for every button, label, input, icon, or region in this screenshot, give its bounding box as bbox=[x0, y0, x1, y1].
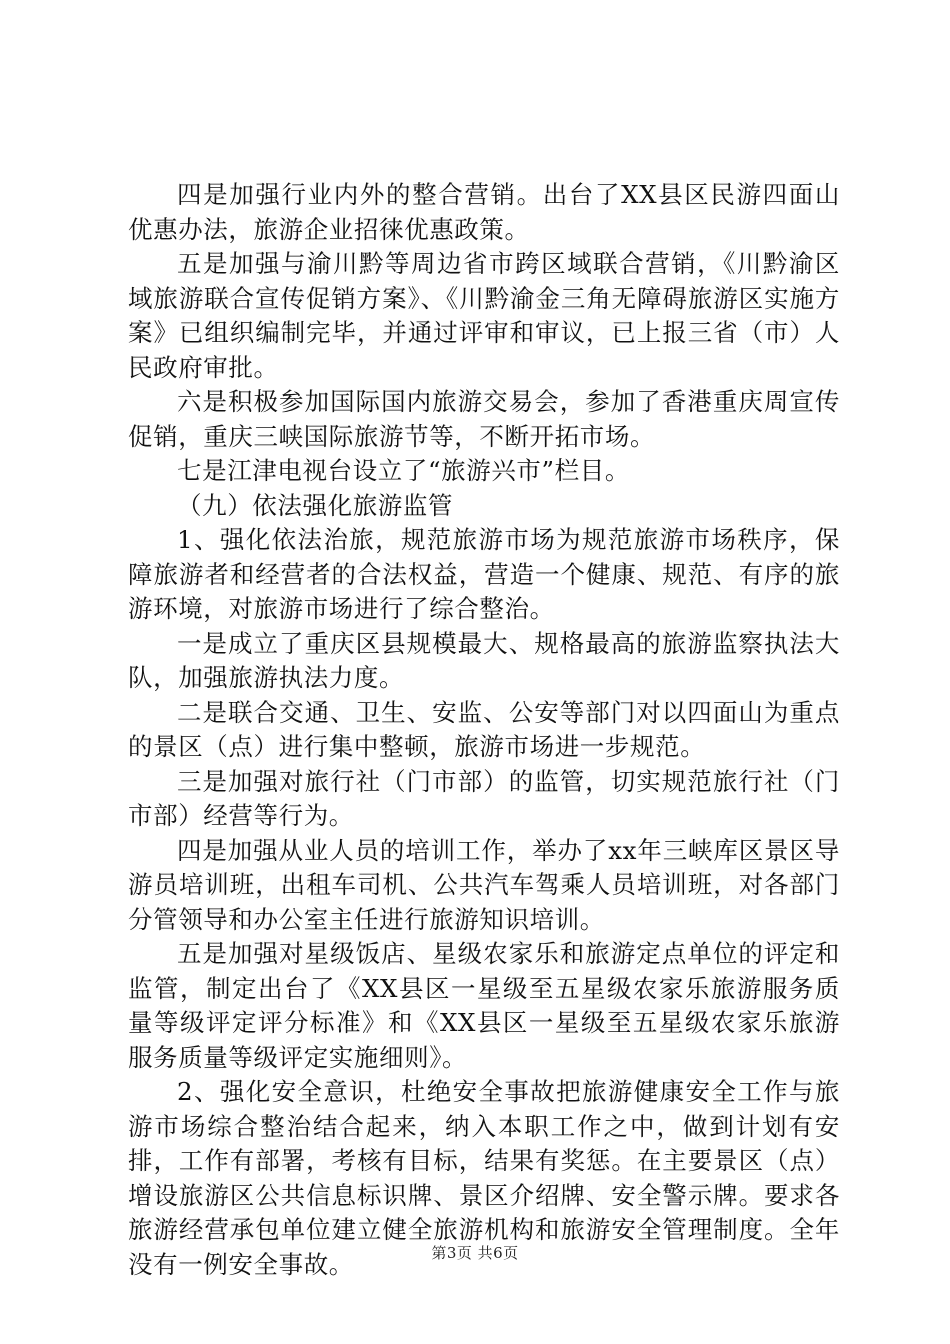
paragraph-marketing-7: 七是江津电视台设立了“旅游兴市”栏目。 bbox=[177, 456, 630, 485]
paragraph-supervision-1: 1、强化依法治旅，规范旅游市场为规范旅游市场秩序，保障旅游者和经营者的合法权益，营造一个健康、规范、有序的旅游环境，对旅游市场进行了综合整治。 bbox=[128, 525, 840, 623]
paragraph-supervision-1-e: 五是加强对星级饭店、星级农家乐和旅游定点单位的评定和监管，制定出台了《XX县区一星级至五星级农家乐旅游服务质量等级评定评分标准》和《XX县区一星级至五星级农家乐旅游服务质量等级评定实施细则》。 bbox=[128, 939, 840, 1072]
paragraph-supervision-1-a: 一是成立了重庆区县规模最大、规格最高的旅游监察执法大队，加强旅游执法力度。 bbox=[128, 628, 840, 692]
paragraph-marketing-5: 五是加强与渝川黔等周边省市跨区域联合营销，《川黔渝区域旅游联合宣传促销方案》、《川黔渝金三角无障碍旅游区实施方案》已组织编制完毕，并通过评审和审议，已上报三省（市）人民政府审批。 bbox=[128, 249, 840, 382]
paragraph-supervision-1-c: 三是加强对旅行社（门市部）的监管，切实规范旅行社（门市部）经营等行为。 bbox=[128, 766, 840, 830]
paragraph-marketing-4: 四是加强行业内外的整合营销。出台了XX县区民游四面山优惠办法，旅游企业招徕优惠政策。 bbox=[128, 180, 840, 244]
paragraph-supervision-1-b: 二是联合交通、卫生、安监、公安等部门对以四面山为重点的景区（点）进行集中整顿，旅游市场进一步规范。 bbox=[128, 697, 840, 761]
paragraph-supervision-1-d: 四是加强从业人员的培训工作，举办了xx年三峡库区景区导游员培训班，出租车司机、公共汽车驾乘人员培训班，对各部门分管领导和办公室主任进行旅游知识培训。 bbox=[128, 835, 840, 934]
document-body bbox=[128, 178, 840, 1282]
section-heading-9: （九）依法强化旅游监管 bbox=[177, 490, 454, 520]
paragraph-marketing-6: 六是积极参加国际国内旅游交易会，参加了香港重庆周宣传促销，重庆三峡国际旅游节等，不断开拓市场。 bbox=[128, 387, 840, 451]
page-number-footer: 第3页 共6页 bbox=[431, 1244, 519, 1262]
paragraph-supervision-2: 2、强化安全意识，杜绝安全事故把旅游健康安全工作与旅游市场综合整治结合起来，纳入本职工作之中，做到计划有安排，工作有部署，考核有目标，结果有奖惩。在主要景区（点）增设旅游区公共信息标识牌、景区介绍牌、安全警示牌。要求各旅游经营承包单位建立健全旅游机构和旅游安全管理制度。全年没有一例安全事故。 bbox=[128, 1077, 840, 1279]
